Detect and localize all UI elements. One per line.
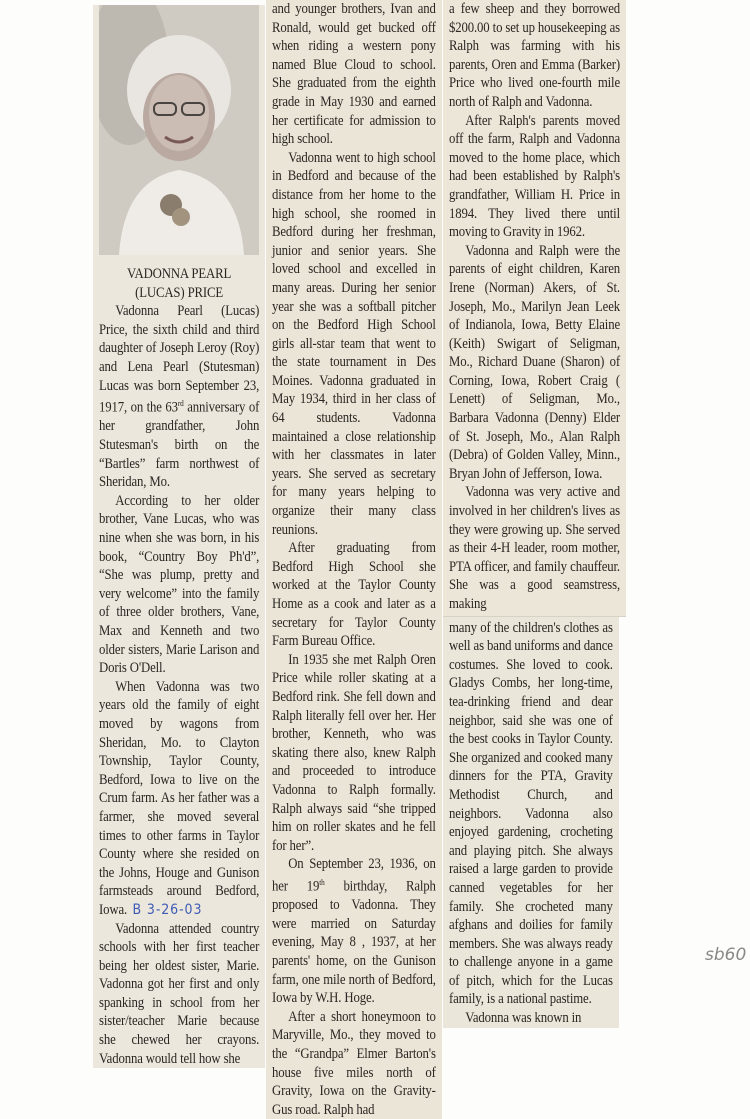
portrait-image — [99, 5, 259, 255]
handwritten-date: B 3-26-03 — [132, 901, 203, 918]
column-3-top — [443, 0, 626, 617]
column-3-bottom — [443, 617, 619, 1028]
text: anniversary of her grandfather, John Stutesman's birth on the “Bartles” farm northwest of Sheridan, Mo. — [99, 399, 260, 491]
handwritten-page-mark: sb60 — [705, 945, 747, 965]
headline-line-2: (LUCAS) PRICE — [135, 284, 224, 301]
text: birthday, Ralph proposed to Vadonna. They were married on Saturday evening, May 8 , 1937, at her parents' home, on the Gunison farm, one mile north of Bedford, Iowa by W.H. Hoge. — [272, 878, 436, 1007]
paragraph: In 1935 she met Ralph Oren Price while roller skating at a Bedford rink. She fell down and Ralph literally fell over her. Her brother, Kenneth, who was skating there also, knew Ralph and proceeded to introduce Vadonna to Ralph formally. Ralph always said “she tripped him on roller skates and he fell for her”. — [272, 651, 436, 854]
column-2 — [266, 0, 442, 1119]
paragraph: and younger brothers, Ivan and Ronald, would get bucked off when riding a western pony named Blue Cloud to school. She graduated from the eighth grade in May 1930 and earned her certificate for admission to high school. — [272, 1, 436, 148]
ordinal-suffix: rd — [177, 399, 184, 409]
text: On September 23, 1936, on her 19 — [272, 856, 436, 895]
number: 63 — [165, 399, 178, 416]
text: Vadonna Pearl (Lucas) Price, the sixth child and third daughter of Joseph Leroy (Roy) and Lena Pearl (Stutesman) Lucas was born September 23, 1917, on the — [99, 303, 260, 416]
text: When Vadonna was two years old the family of eight moved by wagons from Sheridan, Mo. to Clayton Township, Taylor County, Bedford, Iowa to live on the Crum farm. As her father was a farmer, she moved several times to other farms in Taylor County where she resided on the Johns, Houge and Gunison farmsteads around Bedford, Iowa. — [99, 678, 260, 918]
paragraph: According to her older brother, Vane Lucas, who was nine when she was born, in his book, “Country Boy Ph'd”, “She was plump, pretty and very welcome” into the family of three older brothers, Vane, Max and Kenneth and two older sisters, Marie Larison and Doris O'Dell. — [99, 492, 260, 677]
paragraph: After graduating from Bedford High School she worked at the Taylor County Home as a cook and later as a secretary for Taylor County Farm Bureau Office. — [272, 540, 436, 650]
paragraph: Vadonna was very active and involved in her children's lives as they were growing up. She served as their 4-H leader, room mother, PTA officer, and family chauffeur. She was a good seamstress, making — [449, 484, 620, 612]
paragraph: Vadonna and Ralph were the parents of eight children, Karen Irene (Norman) Akers, of St. Joseph, Mo., Marilyn Jean Leek of Indianola, Iowa, Betty Elaine (Keith) Swigart of Seligman, Mo., Richard Duane (Sharon) of Corning, Iowa, Robert Craig ( Lenett) of Seligman, Mo., Barbara Vadonna (Denny) Elder of St. Joseph, Mo., Alan Ralph (Debra) of Golden Valley, Minn., Bryan John of Jefferson, Iowa. — [449, 242, 620, 482]
paragraph — [99, 678, 259, 920]
paragraph: After a short honeymoon to Maryville, Mo., they moved to the “Grandpa” Elmer Barton's house five miles north of Gravity, Iowa on the Gravity-Gus road. Ralph had — [272, 1008, 436, 1118]
paragraph — [99, 302, 259, 492]
paragraph: After Ralph's parents moved off the farm, Ralph and Vadonna moved to the home place, which had been established by Ralph's grandfather, William H. Price in 1894. They lived there until moving to Gravity in 1962. — [449, 112, 620, 241]
portrait-photo — [99, 5, 259, 255]
column-3 — [443, 0, 626, 1028]
paragraph: Vadonna was known in — [465, 1010, 582, 1027]
ordinal-suffix: th — [319, 877, 325, 887]
paragraph: Vadonna attended country schools with her first teacher being her oldest sister, Marie. Vadonna got her first and only spanking in school from her sister/teacher Marie because she chewed her crayons. Vadonna would tell how she — [99, 920, 260, 1067]
paragraph: many of the children's clothes as well as band uniforms and dance costumes. She loved to cook. Gladys Combs, her long-time, tea-drinking friend and dear neighbor, said she was one of the best cooks in Taylor County. She organized and cooked many dinners for the PTA, Gravity Methodist Church, and neighbors. Vadonna also enjoyed gardening, crocheting and playing pitch. She always raised a large garden to provide canned vegetables for her family. She crocheted many afghans and doilies for family members. She was always ready to challenge anyone in a game of pitch, which for the Lucas family, is a national pastime. — [449, 619, 613, 1008]
paragraph: a few sheep and they borrowed $200.00 to set up housekeeping as Ralph was farming with his parents, Oren and Emma (Barker) Price who lived one-fourth mile north of Ralph and Vadonna. — [449, 1, 620, 110]
obituary-headline — [99, 265, 259, 302]
paragraph: Vadonna went to high school in Bedford and because of the distance from her home to the high school, she roomed in Bedford during her freshman, junior and senior years. She loved school and excelled in many areas. During her senior year she was a softball pitcher on the Bedford High School girls all-star team that went to the state tournament in Des Moines. Vadonna graduated in May 1934, third in her class of 64 students. Vadonna maintained a close relationship with her classmates in later years. She served as secretary for many years helping to organize their many class reunions. — [272, 149, 436, 538]
paragraph — [272, 855, 436, 1007]
headline-line-1: VADONNA PEARL — [127, 266, 232, 282]
column-1 — [93, 5, 265, 1068]
